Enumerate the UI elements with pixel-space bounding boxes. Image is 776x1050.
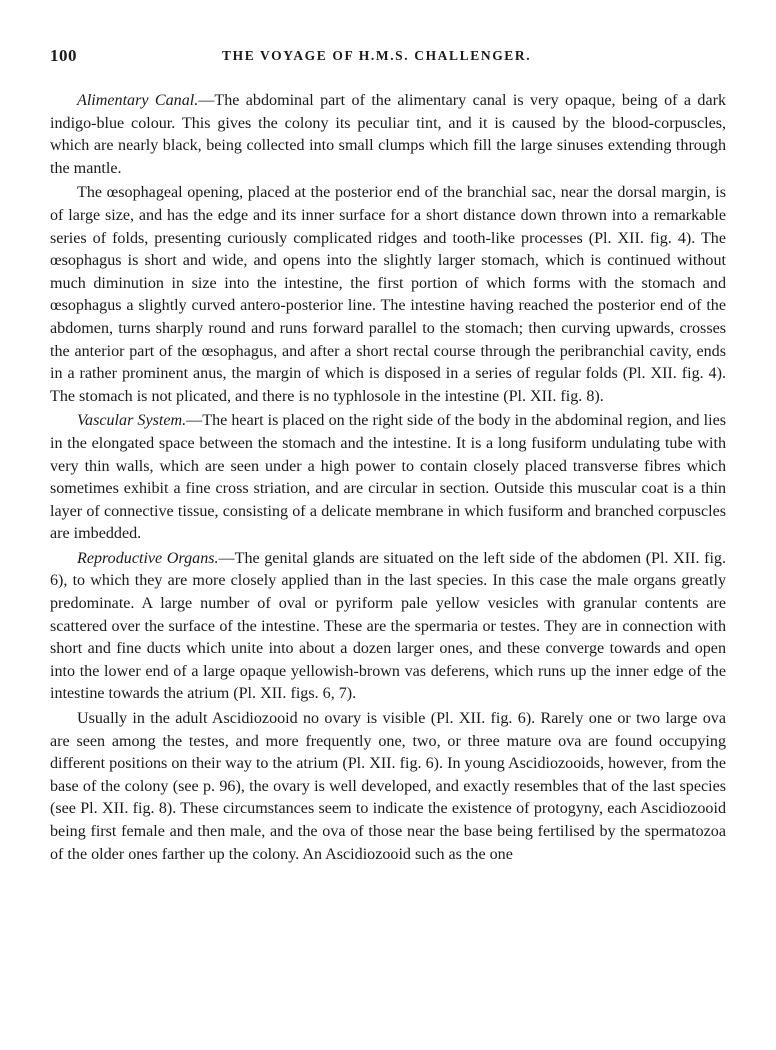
paragraph-text: —The genital glands are situated on the left side of the abdomen (Pl. XII. fig. 6), to which they are more closely applied than in the last species. In this case the male organs greatly predominate. A large number of oval or pyriform pale yellow vesicles with granular contents are scattered over the surface of the intestine. These are the spermaria or testes. They are in connection with short and fine ducts which unite into about a dozen larger ones, and these converge towards and open into the lower end of a large opaque yellowish-brown vas deferens, which runs up the inner edge of the intestine towards the atrium (Pl. XII. figs. 6, 7). <box>50 549 726 703</box>
paragraph-reproductive-organs <box>50 548 726 706</box>
paragraph-ovary <box>50 708 726 866</box>
body-text <box>50 90 726 866</box>
section-heading-vascular-system: Vascular System. <box>77 412 187 430</box>
running-title: THE VOYAGE OF H.M.S. CHALLENGER. <box>222 48 532 63</box>
section-heading-alimentary-canal: Alimentary Canal. <box>77 92 199 109</box>
page-header <box>50 46 726 70</box>
paragraph-vascular-system <box>50 410 726 546</box>
paragraph-text: The œsophageal opening, placed at the posterior end of the branchial sac, near the dorsal margin, is of large size, and has the edge and its inner surface for a short distance down thrown into a remarkable series of folds, presenting curiously complicated ridges and tooth-like processes (Pl. XII. fig. 4). The œsophagus is short and wide, and opens into the slightly larger stomach, which is continued without much diminution in size into the intestine, the first portion of which forms with the stomach and œsophagus a slightly curved antero-posterior line. The intestine having reached the posterior end of the abdomen, turns sharply round and runs forward parallel to the stomach; then curving upwards, crosses the anterior part of the œsophagus, and after a short rectal course through the peribranchial cavity, ends in a rather prominent anus, the margin of which is disposed in a series of regular folds (Pl. XII. fig. 4). The stomach is not plicated, and there is no typhlosole in the intestine (Pl. XII. fig. 8). <box>50 184 726 405</box>
section-heading-reproductive-organs: Reproductive Organs. <box>77 549 219 567</box>
paragraph-text: —The abdominal part of the alimentary canal is very opaque, being of a dark indigo-blue colour. This gives the colony its peculiar tint, and it is caused by the blood-corpuscles, which are nearly black, being collected into small clumps which fill the large sinuses extending through the mantle. <box>50 92 727 177</box>
paragraph-text: —The heart is placed on the right side of the body in the abdominal region, and lies in the elongated space between the stomach and the intestine. It is a long fusiform undulating tube with very thin walls, which are seen under a high power to contain closely placed transverse fibres which sometimes exhibit a fine cross striation, and are circular in section. Outside this muscular coat is a thin layer of connective tissue, consisting of a delicate membrane in which fusiform and branched corpuscles are imbedded. <box>50 412 726 543</box>
paragraph-oesophagus <box>50 182 726 408</box>
page-number: 100 <box>50 46 77 65</box>
paragraph-alimentary-canal <box>50 90 726 180</box>
paragraph-text: Usually in the adult Ascidiozooid no ovary is visible (Pl. XII. fig. 6). Rarely one or two large ova are seen among the testes, and more frequently one, two, or three mature ova are found occupying different positions on their way to the atrium (Pl. XII. fig. 6). In young Ascidiozooids, however, from the base of the colony (see p. 96), the ovary is well developed, and exactly resembles that of the last species (see Pl. XII. fig. 8). These circumstances seem to indicate the existence of protogyny, each Ascidiozooid being first female and then male, and the ova of those near the base being fertilised by the spermatozoa of the older ones farther up the colony. An Ascidiozooid such as the one <box>50 710 726 863</box>
